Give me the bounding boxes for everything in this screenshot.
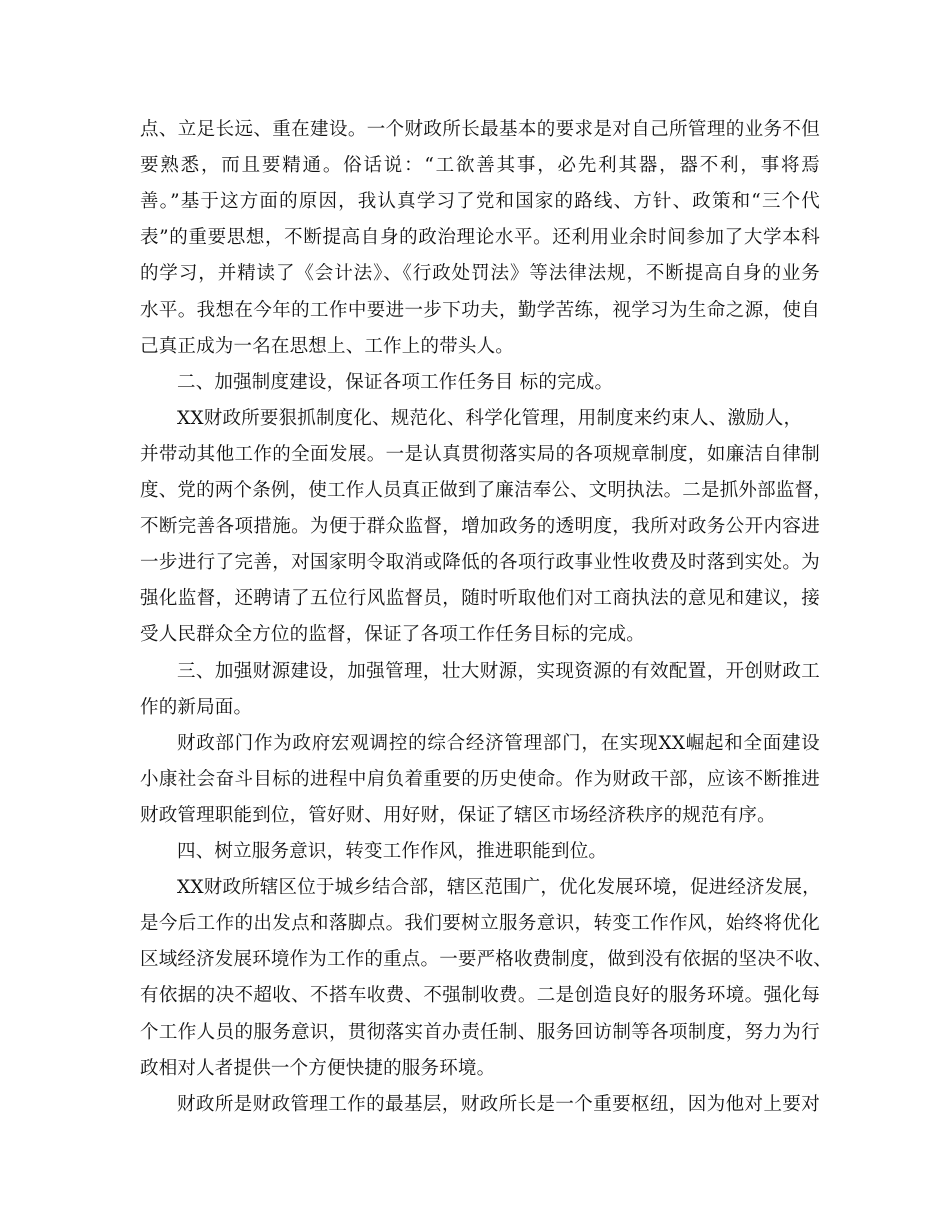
text-line: 强化监督，还聘请了五位行风监督员，随时听取他们对工商执法的意见和建议，接 bbox=[140, 588, 820, 610]
text-line: 受人民群众全方位的监督，保证了各项工作任务目标的完成。 bbox=[140, 624, 645, 646]
text-line: 善。”基于这方面的原因，我认真学习了党和国家的路线、方针、政策和“三个代 bbox=[140, 191, 820, 213]
text-line: 政相对人者提供一个方便快捷的服务环境。 bbox=[140, 1057, 496, 1079]
text-line: 小康社会奋斗目标的进程中肩负着重要的历史使命。作为财政干部，应该不断推进 bbox=[140, 768, 820, 790]
text-line: 财政部门作为政府宏观调控的综合经济管理部门，在实现XX崛起和全面建设 bbox=[177, 732, 820, 754]
text-line: 是今后工作的出发点和落脚点。我们要树立服务意识，转变工作作风，始终将优化 bbox=[140, 913, 820, 935]
text-line: 四、树立服务意识，转变工作作风，推进职能到位。 bbox=[177, 841, 608, 862]
text-line: 水平。我想在今年的工作中要进一步下功夫，勤学苦练，视学习为生命之源，使自 bbox=[140, 299, 820, 321]
text-line: 区域经济发展环境作为工作的重点。一要严格收费制度，做到没有依据的坚决不收、 bbox=[140, 949, 832, 971]
text-line: 点、立足长远、重在建设。一个财政所长最基本的要求是对自己所管理的业务不但 bbox=[140, 119, 820, 140]
text-line: 一步进行了完善，对国家明令取消或降低的各项行政事业性收费及时落到实处。为 bbox=[140, 552, 820, 574]
text-line: XX财政所要狠抓制度化、规范化、科学化管理，用制度来约束人、激励人， bbox=[177, 407, 803, 429]
text-line: 三、加强财源建设，加强管理，壮大财源，实现资源的有效配置，开创财政工 bbox=[177, 660, 820, 682]
text-line: 财政所是财政管理工作的最基层，财政所长是一个重要枢纽，因为他对上要对 bbox=[177, 1093, 820, 1115]
text-line: 不断完善各项措施。为便于群众监督，增加政务的透明度，我所对政务公开内容进 bbox=[140, 516, 820, 538]
text-line: 的学习，并精读了《会计法》、《行政处罚法》等法律法规，不断提高自身的业务 bbox=[140, 263, 820, 285]
text-line: 己真正成为一名在思想上、工作上的带头人。 bbox=[140, 335, 515, 357]
text-line: 并带动其他工作的全面发展。一是认真贯彻落实局的各项规章制度，如廉洁自律制 bbox=[140, 443, 820, 465]
text-line: 度、党的两个条例，使工作人员真正做到了廉洁奉公、文明执法。二是抓外部监督， bbox=[140, 480, 832, 501]
text-line: 作的新局面。 bbox=[140, 696, 253, 718]
text-line: 有依据的决不超收、不搭车收费、不强制收费。二是创造良好的服务环境。强化每 bbox=[140, 985, 820, 1007]
text-line: 财政管理职能到位，管好财、用好财，保证了辖区市场经济秩序的规范有序。 bbox=[140, 804, 776, 826]
text-line: 二、加强制度建设，保证各项工作任务目 标的完成。 bbox=[177, 371, 614, 393]
text-line: XX财政所辖区位于城乡结合部，辖区范围广，优化发展环境，促进经济发展， bbox=[177, 877, 821, 899]
text-line: 表”的重要思想，不断提高自身的政治理论水平。还利用业余时间参加了大学本科 bbox=[140, 227, 820, 249]
text-line: 要熟悉，而且要精通。俗话说：“工欲善其事，必先利其器，器不利，事将焉 bbox=[140, 155, 820, 177]
text-line: 个工作人员的服务意识，贯彻落实首办责任制、服务回访制等各项制度，努力为行 bbox=[140, 1021, 820, 1043]
